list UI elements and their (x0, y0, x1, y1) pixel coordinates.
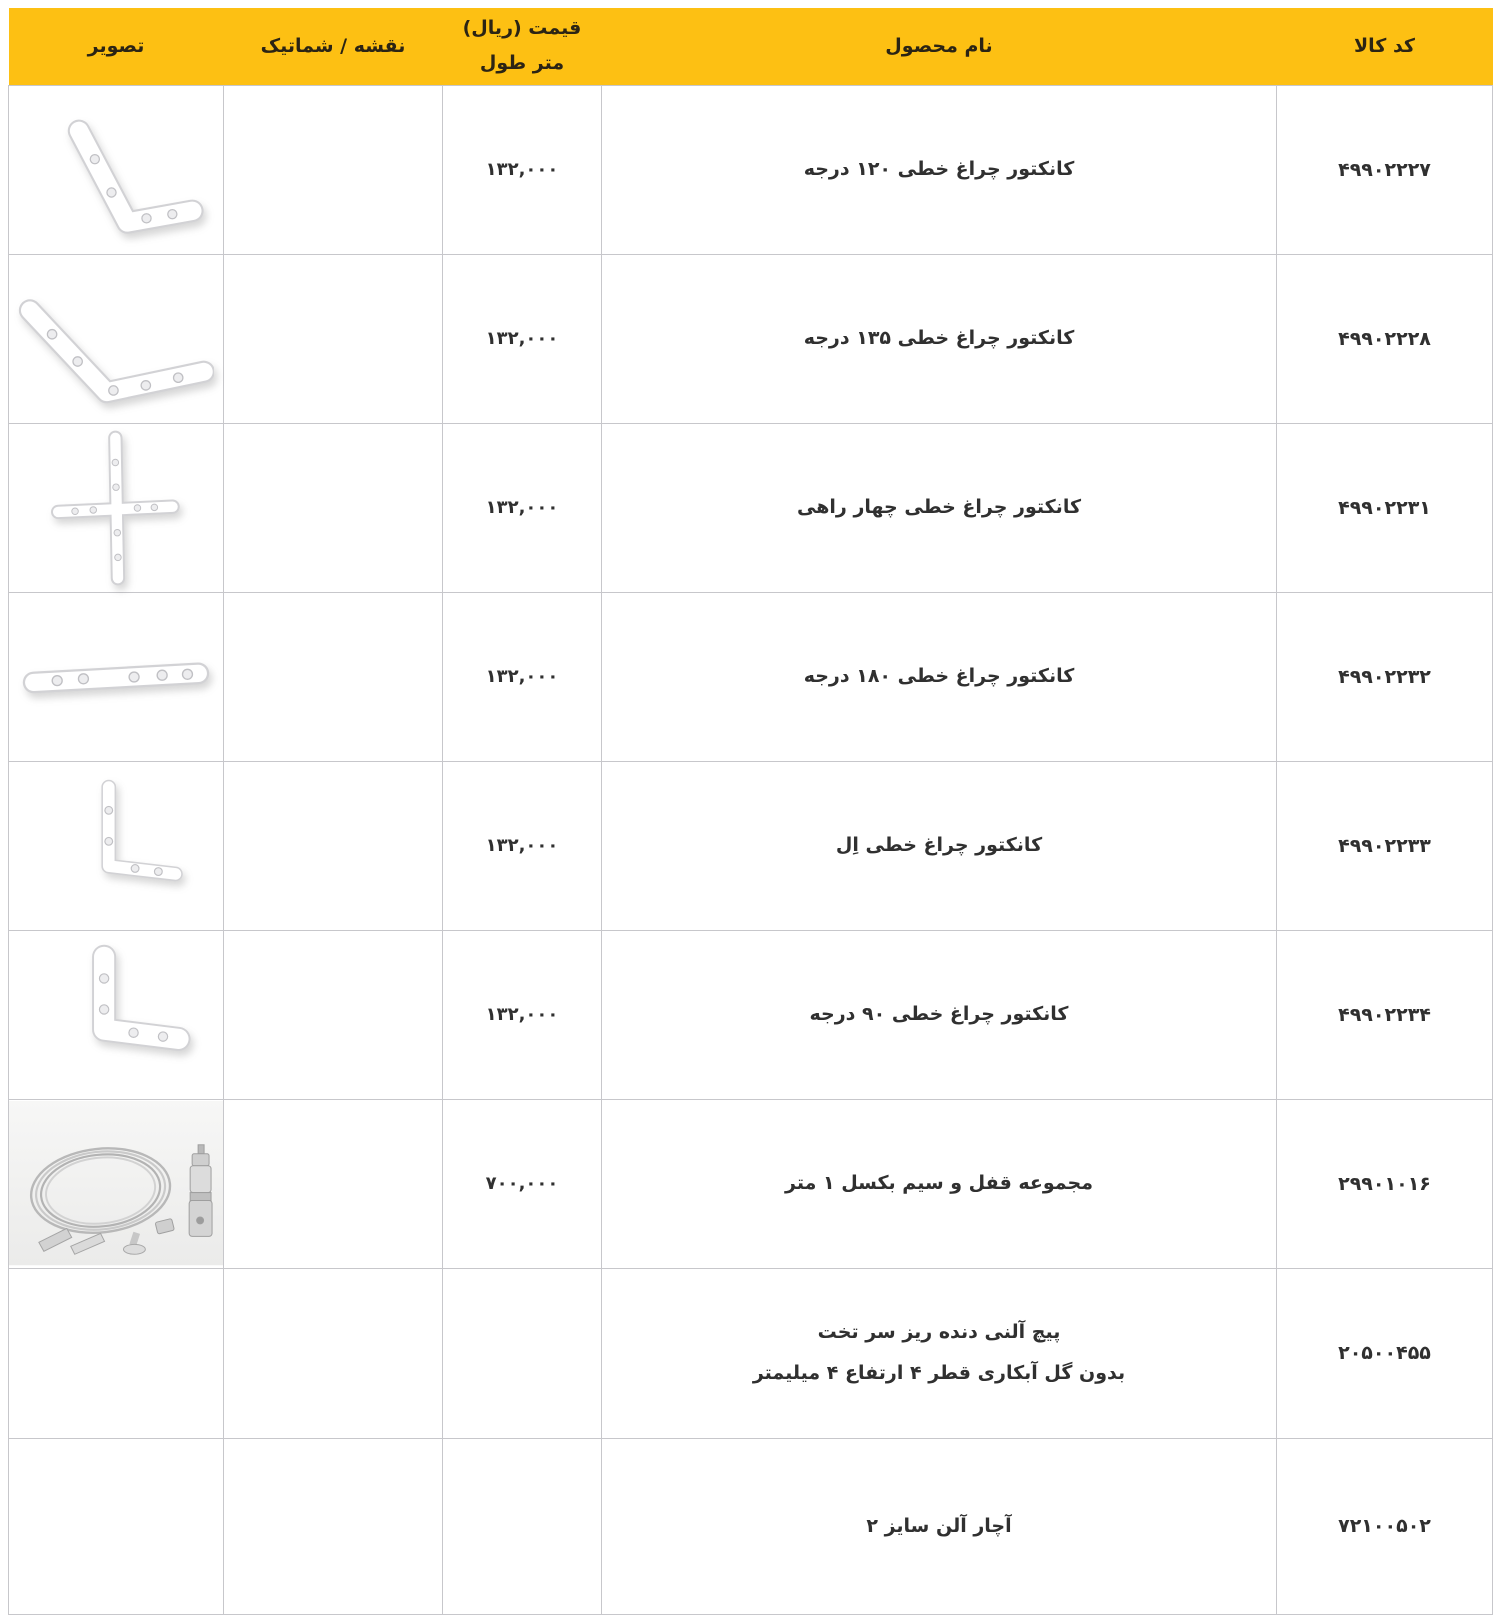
product-code: ۲۰۵۰۰۴۵۵ (1277, 1268, 1493, 1438)
table-header (9, 8, 1493, 85)
table-row (9, 1438, 1493, 1614)
product-name: مجموعه قفل و سیم بکسل ۱ متر (602, 1099, 1277, 1268)
product-code: ۴۹۹۰۲۲۳۴ (1277, 930, 1493, 1099)
header-product-code: کد کالا (1277, 8, 1493, 85)
bracket-cross-4way-image (46, 430, 186, 586)
product-name: کانکتور چراغ خطی ۹۰ درجه (602, 930, 1277, 1099)
header-schematic: نقشه / شماتیک (224, 8, 443, 85)
lock-fitting (189, 1145, 212, 1237)
product-name: کانکتور چراغ خطی ۱۸۰ درجه (602, 592, 1277, 761)
table-row (9, 930, 1493, 1099)
schematic-cell (224, 592, 443, 761)
product-name (602, 1268, 1277, 1438)
table-row (9, 1268, 1493, 1438)
product-name-line2: بدون گل آبکاری قطر ۴ ارتفاع ۴ میلیمتر (752, 1362, 1126, 1384)
bracket-120-degree-image (29, 99, 204, 241)
product-name: کانکتور چراغ خطی ۱۲۰ درجه (602, 85, 1277, 254)
bracket-L-thin-image (39, 771, 194, 921)
product-price: ۷۰۰,۰۰۰ (443, 1099, 602, 1268)
product-code: ۴۹۹۰۲۲۲۷ (1277, 85, 1493, 254)
table-row (9, 592, 1493, 761)
table-row (9, 423, 1493, 592)
table-row (9, 761, 1493, 930)
product-code: ۴۹۹۰۲۲۳۲ (1277, 592, 1493, 761)
schematic-cell (224, 1438, 443, 1614)
header-price-line1: قیمت (ریال) (462, 17, 582, 40)
product-price: ۱۳۲,۰۰۰ (443, 85, 602, 254)
product-name: کانکتور چراغ خطی اِل (602, 761, 1277, 930)
table-row (9, 1099, 1493, 1268)
schematic-cell (224, 423, 443, 592)
header-price-per-meter (443, 8, 602, 85)
schematic-cell (224, 1268, 443, 1438)
bracket-L-90-degree-image (39, 937, 194, 1092)
product-image-cell (9, 1438, 224, 1614)
product-name: آچار آلن سایز ۲ (602, 1438, 1277, 1614)
product-price (443, 1438, 602, 1614)
product-price: ۱۳۲,۰۰۰ (443, 592, 602, 761)
product-image-cell (9, 423, 224, 592)
product-price (443, 1268, 602, 1438)
schematic-cell (224, 254, 443, 423)
schematic-cell (224, 761, 443, 930)
product-image-cell (9, 1268, 224, 1438)
product-image-cell (9, 761, 224, 930)
bracket-135-degree-image (18, 266, 214, 411)
product-code: ۷۲۱۰۰۵۰۲ (1277, 1438, 1493, 1614)
schematic-cell (224, 85, 443, 254)
product-price: ۱۳۲,۰۰۰ (443, 423, 602, 592)
product-code: ۲۹۹۰۱۰۱۶ (1277, 1099, 1493, 1268)
product-image-cell (9, 85, 224, 254)
product-price: ۱۳۲,۰۰۰ (443, 761, 602, 930)
schematic-cell (224, 1099, 443, 1268)
price-list-table (8, 8, 1493, 1615)
header-price-line2: متر طول (479, 52, 565, 75)
schematic-cell (224, 930, 443, 1099)
product-code: ۴۹۹۰۲۲۲۸ (1277, 254, 1493, 423)
product-name: کانکتور چراغ خطی چهار راهی (602, 423, 1277, 592)
product-image-cell (9, 1099, 224, 1268)
product-code: ۴۹۹۰۲۲۳۱ (1277, 423, 1493, 592)
product-code: ۴۹۹۰۲۲۳۳ (1277, 761, 1493, 930)
product-price: ۱۳۲,۰۰۰ (443, 254, 602, 423)
product-name-line1: پیچ آلنی دنده ریز سر تخت (817, 1321, 1061, 1344)
header-image: تصویر (9, 8, 224, 85)
product-price: ۱۳۲,۰۰۰ (443, 930, 602, 1099)
product-image-cell (9, 930, 224, 1099)
product-name: کانکتور چراغ خطی ۱۳۵ درجه (602, 254, 1277, 423)
product-image-cell (9, 592, 224, 761)
bracket-straight-180-image (21, 649, 211, 705)
product-image-cell (9, 254, 224, 423)
header-product-name: نام محصول (602, 8, 1277, 85)
table-row (9, 254, 1493, 423)
cable-lock-wire-kit-photo (9, 1101, 223, 1265)
table-row (9, 85, 1493, 254)
